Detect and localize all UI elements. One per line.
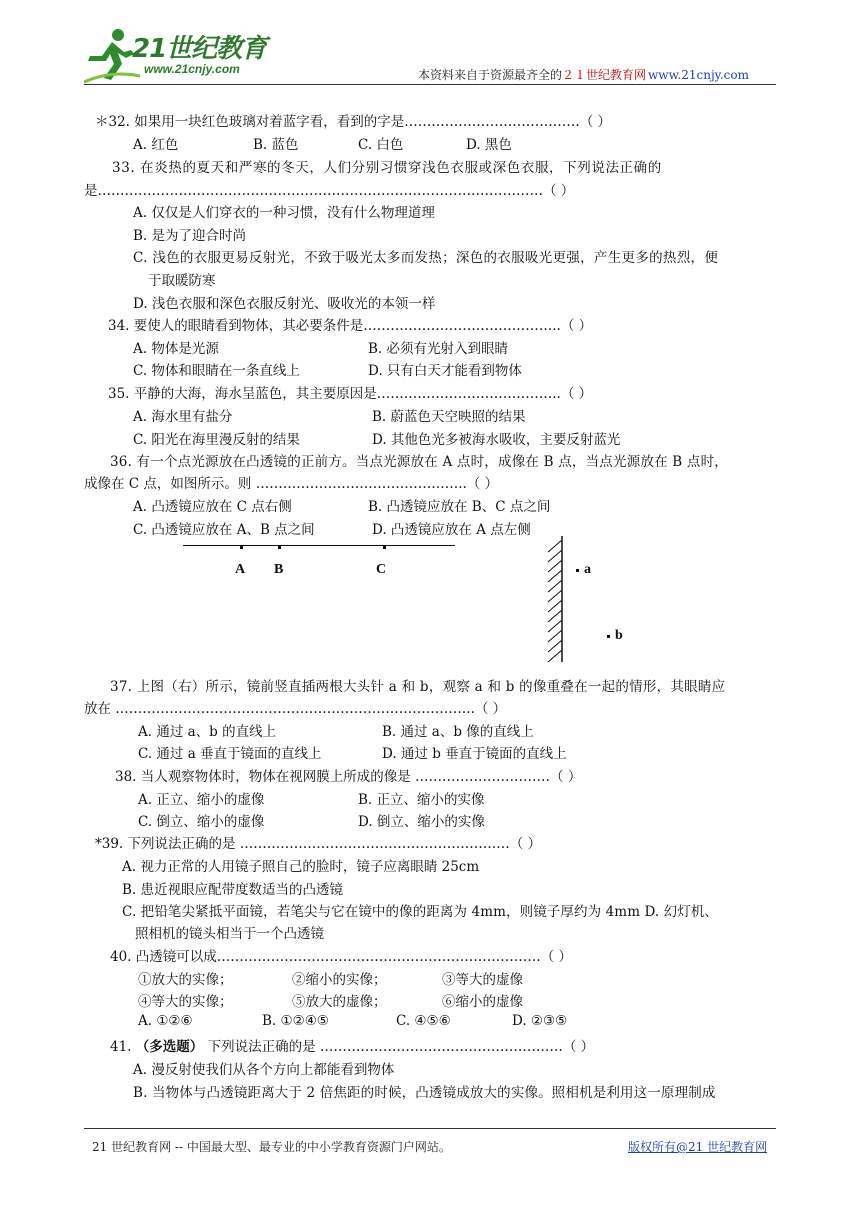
question-37-stem: 37. 上图（右）所示，镜前竖直插两根大头针 a 和 b，观察 a 和 b 的像重叠在一起的情形，其眼睛应 <box>110 679 726 695</box>
question-38-stem: 38. 当人观察物体时，物体在视网膜上所成的像是 …………………………（ ） <box>115 769 582 785</box>
q32-option-c: C. 白色 <box>358 137 404 153</box>
question-33-stem: 33. 在炎热的夏天和严寒的冬天，人们分别习惯穿浅色衣服或深色衣服，下列说法正确的 <box>112 160 662 176</box>
q38-option-c: C. 倒立、缩小的虚像 <box>138 814 265 830</box>
question-33-stem-cont: 是………………………………………………………………………………………（ ） <box>84 183 575 199</box>
logo-url: www.21cnjy.com <box>144 62 240 76</box>
question-40-stem: 40. 凸透镜可以成………………………………………………………………（ ） <box>110 949 573 965</box>
question-36-stem: 36. 有一个点光源放在凸透镜的正前方。当点光源放在 A 点时，成像在 B 点，当点光源放在 B 点时， <box>110 454 728 470</box>
q33-option-c: C. 浅色的衣服更易反射光，不致于吸光太多而发热；深色的衣服吸光更强，产生更多的热烈，便 <box>133 250 719 266</box>
q35-option-c: C. 阳光在海里漫反射的结果 <box>133 432 300 448</box>
q35-option-b: B. 蔚蓝色天空映照的结果 <box>372 409 526 425</box>
pin-b-dot <box>607 635 610 638</box>
q39-option-c: C. 把铅笔尖紧抵平面镜，若笔尖与它在镜中的像的距离为 4mm，则镜子厚约为 4mm D. 幻灯机、 <box>122 904 719 920</box>
point-b-dot <box>278 545 281 549</box>
q36-option-a: A. 凸透镜应放在 C 点右侧 <box>133 499 292 515</box>
q34-option-c: C. 物体和眼睛在一条直线上 <box>133 363 300 379</box>
q40-choice-6: ⑥缩小的虚像 <box>442 994 523 1010</box>
q40-option-a: A. ①②⑥ <box>138 1013 193 1029</box>
q40-choice-5: ⑤放大的虚像； <box>292 994 387 1010</box>
q41-option-a: A. 漫反射使我们从各个方向上都能看到物体 <box>133 1062 395 1078</box>
footer-rule <box>84 1128 776 1129</box>
q40-choice-4: ④等大的实像； <box>138 994 233 1010</box>
label-point-a: A <box>235 562 246 577</box>
header-rule <box>84 84 776 85</box>
label-pin-a: a <box>584 562 591 577</box>
question-39-stem: *39. 下列说法正确的是 ……………………………………………………（ ） <box>95 836 542 852</box>
optical-axis-line <box>183 545 455 546</box>
question-37-stem-cont: 放在 ……………………………………………………………………..（ ） <box>84 701 507 717</box>
q32-option-d: D. 黑色 <box>466 137 512 153</box>
footer-left-text: 21 世纪教育网 -- 中国最大型、最专业的中小学教育资源门户网站。 <box>92 1140 451 1154</box>
q35-option-d: D. 其他色光多被海水吸收，主要反射蓝光 <box>372 432 621 448</box>
q36-option-d: D. 凸透镜应放在 A 点左侧 <box>372 522 531 538</box>
q37-option-d: D. 通过 b 垂直于镜面的直线上 <box>382 746 567 762</box>
logo[interactable] <box>84 24 294 84</box>
logo-title: 21世纪教育 <box>132 34 267 64</box>
q33-option-a: A. 仅仅是人们穿衣的一种习惯，没有什么物理道理 <box>133 205 435 221</box>
q40-option-b: B. ①②④⑤ <box>262 1013 329 1029</box>
header-url[interactable]: www.21cnjy.com <box>648 68 749 82</box>
q34-option-b: B. 必须有光射入到眼睛 <box>368 341 509 357</box>
plane-mirror-icon <box>544 536 566 662</box>
question-41-stem: 41. （多选题） 下列说法正确的是 ………………………………………………（ ） <box>110 1039 595 1055</box>
q39-option-b: B. 患近视眼应配带度数适当的凸透镜 <box>122 882 344 898</box>
question-35-stem: 35. 平静的大海，海水呈蓝色，其主要原因是…………………………………..（ ） <box>108 386 593 402</box>
q40-choice-1: ①放大的实像； <box>138 972 233 988</box>
q33-option-d: D. 浅色衣服和深色衣服反射光、吸收光的本领一样 <box>133 296 436 312</box>
q40-option-d: D. ②③⑤ <box>512 1013 568 1029</box>
question-36-stem-cont: 成像在 C 点，如图所示。则 ………………………………………..（ ） <box>84 476 499 492</box>
header-brand: ２１世纪教育网 <box>562 68 647 82</box>
q38-option-d: D. 倒立、缩小的实像 <box>358 814 485 830</box>
pin-a-dot <box>576 569 579 572</box>
q34-option-d: D. 只有白天才能看到物体 <box>368 363 522 379</box>
q34-option-a: A. 物体是光源 <box>133 341 219 357</box>
point-a-dot <box>240 545 243 549</box>
q38-option-b: B. 正立、缩小的实像 <box>358 792 485 808</box>
q37-option-b: B. 通过 a、b 像的直线上 <box>382 724 534 740</box>
q40-choice-3: ③等大的虚像 <box>442 972 523 988</box>
q37-option-a: A. 通过 a、b 的直线上 <box>138 724 277 740</box>
question-32-stem: ＊32. 如果用一块红色玻璃对着蓝字看，看到的字是…………………………………（ ） <box>95 114 612 130</box>
footer-copyright-link[interactable]: 版权所有@21 世纪教育网 <box>628 1140 768 1154</box>
q37-option-c: C. 通过 a 垂直于镜面的直线上 <box>138 746 322 762</box>
q36-option-b: B. 凸透镜应放在 B、C 点之间 <box>368 499 551 515</box>
label-point-b: B <box>274 562 284 577</box>
q33-option-b: B. 是为了迎合时尚 <box>133 228 247 244</box>
q32-option-a: A. 红色 <box>133 137 179 153</box>
q35-option-a: A. 海水里有盐分 <box>133 409 233 425</box>
q36-option-c: C. 凸透镜应放在 A、B 点之间 <box>133 522 315 538</box>
q41-option-b: B. 当物体与凸透镜距离大于 2 倍焦距的时候，凸透镜成放大的实像。照相机是利用这一原理制成 <box>133 1085 716 1101</box>
label-point-c: C <box>376 562 387 577</box>
header-note: 本资料来自于资源最齐全的２１世纪教育网 www.21cnjy.com <box>418 68 749 82</box>
question-34-stem: 34. 要使人的眼睛看到物体，其必要条件是……………………………………..（ ） <box>108 318 593 334</box>
multi-choice-tag: （多选题） <box>135 1039 204 1054</box>
label-pin-b: b <box>615 628 623 643</box>
q40-option-c: C. ④⑤⑥ <box>396 1013 451 1029</box>
q39-option-a: A. 视力正常的人用镜子照自己的脸时，镜子应离眼睛 25cm <box>122 859 480 875</box>
q39-option-c-cont: 照相机的镜头相当于一个凸透镜 <box>135 926 324 942</box>
question-41-number: 41. <box>110 1039 132 1055</box>
q40-choice-2: ②缩小的实像； <box>292 972 387 988</box>
q32-option-b: B. 蓝色 <box>253 137 299 153</box>
q33-option-c-cont: 于取暖防寒 <box>148 273 216 289</box>
q38-option-a: A. 正立、缩小的虚像 <box>138 792 265 808</box>
point-c-dot <box>383 545 386 549</box>
